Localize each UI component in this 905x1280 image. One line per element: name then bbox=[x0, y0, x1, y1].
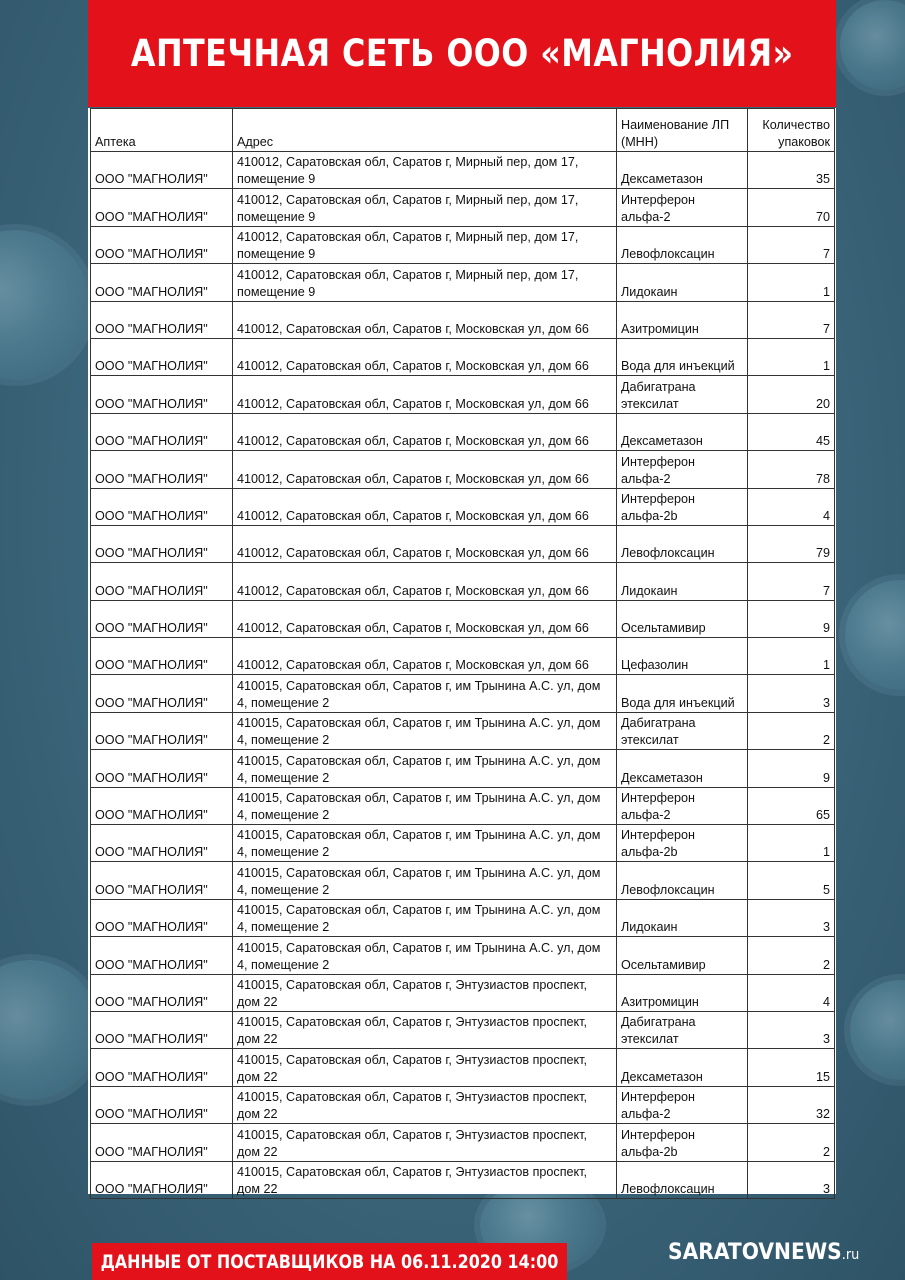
cell-quantity: 9 bbox=[748, 750, 835, 787]
cell-pharmacy: ООО "МАГНОЛИЯ" bbox=[91, 376, 233, 413]
cell-quantity: 3 bbox=[748, 899, 835, 936]
logo-main: SARATOVNEWS bbox=[668, 1240, 842, 1265]
cell-pharmacy: ООО "МАГНОЛИЯ" bbox=[91, 189, 233, 226]
cell-address: 410015, Саратовская обл, Саратов г, Энтузиастов проспект, дом 22 bbox=[233, 1049, 617, 1086]
cell-drug-name: Интерферон альфа-2 bbox=[617, 189, 748, 226]
cell-drug-name: Лидокаин bbox=[617, 264, 748, 301]
cell-quantity: 1 bbox=[748, 264, 835, 301]
cell-quantity: 2 bbox=[748, 1124, 835, 1161]
cell-quantity: 7 bbox=[748, 563, 835, 600]
cell-address: 410012, Саратовская обл, Саратов г, Московская ул, дом 66 bbox=[233, 338, 617, 375]
data-table-container bbox=[88, 108, 836, 1194]
logo-suffix: .ru bbox=[841, 1247, 860, 1263]
cell-address: 410012, Саратовская обл, Саратов г, Московская ул, дом 66 bbox=[233, 451, 617, 488]
cell-pharmacy: ООО "МАГНОЛИЯ" bbox=[91, 974, 233, 1011]
cell-pharmacy: ООО "МАГНОЛИЯ" bbox=[91, 264, 233, 301]
cell-pharmacy: ООО "МАГНОЛИЯ" bbox=[91, 675, 233, 712]
cell-quantity: 4 bbox=[748, 488, 835, 525]
cell-address: 410015, Саратовская обл, Саратов г, им Трынина А.С. ул, дом 4, помещение 2 bbox=[233, 675, 617, 712]
cell-address: 410012, Саратовская обл, Саратов г, Московская ул, дом 66 bbox=[233, 376, 617, 413]
table-row bbox=[91, 376, 835, 413]
cell-quantity: 65 bbox=[748, 787, 835, 824]
table-row bbox=[91, 600, 835, 637]
cell-drug-name: Осельтамивир bbox=[617, 937, 748, 974]
column-header-address: Адрес bbox=[233, 109, 617, 152]
cell-quantity: 5 bbox=[748, 862, 835, 899]
cell-address: 410012, Саратовская обл, Саратов г, Мирный пер, дом 17, помещение 9 bbox=[233, 189, 617, 226]
cell-drug-name: Вода для инъекций bbox=[617, 675, 748, 712]
background-virus-illustration bbox=[850, 980, 905, 1080]
cell-drug-name: Дабигатрана этексилат bbox=[617, 1011, 748, 1048]
cell-address: 410015, Саратовская обл, Саратов г, им Трынина А.С. ул, дом 4, помещение 2 bbox=[233, 825, 617, 862]
cell-pharmacy: ООО "МАГНОЛИЯ" bbox=[91, 488, 233, 525]
cell-quantity: 4 bbox=[748, 974, 835, 1011]
cell-drug-name: Лидокаин bbox=[617, 899, 748, 936]
column-header-pharmacy: Аптека bbox=[91, 109, 233, 152]
cell-quantity: 35 bbox=[748, 152, 835, 189]
cell-drug-name: Азитромицин bbox=[617, 301, 748, 338]
cell-quantity: 45 bbox=[748, 413, 835, 450]
table-row bbox=[91, 937, 835, 974]
cell-pharmacy: ООО "МАГНОЛИЯ" bbox=[91, 787, 233, 824]
column-header-quantity: Количество упаковок bbox=[748, 109, 835, 152]
cell-pharmacy: ООО "МАГНОЛИЯ" bbox=[91, 338, 233, 375]
cell-quantity: 70 bbox=[748, 189, 835, 226]
table-row bbox=[91, 974, 835, 1011]
table-row bbox=[91, 338, 835, 375]
cell-drug-name: Интерферон альфа-2b bbox=[617, 825, 748, 862]
cell-drug-name: Вода для инъекций bbox=[617, 338, 748, 375]
cell-quantity: 7 bbox=[748, 301, 835, 338]
table-header-row bbox=[91, 109, 835, 152]
cell-address: 410015, Саратовская обл, Саратов г, им Трынина А.С. ул, дом 4, помещение 2 bbox=[233, 787, 617, 824]
background-virus-illustration bbox=[0, 230, 90, 380]
cell-quantity: 3 bbox=[748, 1011, 835, 1048]
cell-address: 410012, Саратовская обл, Саратов г, Московская ул, дом 66 bbox=[233, 301, 617, 338]
table-body bbox=[91, 152, 835, 1199]
data-date-note: ДАННЫЕ ОТ ПОСТАВЩИКОВ НА 06.11.2020 14:00 bbox=[100, 1250, 559, 1273]
page-title: АПТЕЧНАЯ СЕТЬ ООО «МАГНОЛИЯ» bbox=[130, 32, 794, 75]
cell-quantity: 1 bbox=[748, 638, 835, 675]
cell-address: 410015, Саратовская обл, Саратов г, Энтузиастов проспект, дом 22 bbox=[233, 974, 617, 1011]
cell-quantity: 32 bbox=[748, 1086, 835, 1123]
table-row bbox=[91, 825, 835, 862]
cell-drug-name: Интерферон альфа-2b bbox=[617, 488, 748, 525]
cell-drug-name: Интерферон альфа-2 bbox=[617, 787, 748, 824]
page-header bbox=[88, 0, 836, 107]
cell-address: 410015, Саратовская обл, Саратов г, Энтузиастов проспект, дом 22 bbox=[233, 1086, 617, 1123]
cell-pharmacy: ООО "МАГНОЛИЯ" bbox=[91, 1086, 233, 1123]
cell-pharmacy: ООО "МАГНОЛИЯ" bbox=[91, 301, 233, 338]
cell-pharmacy: ООО "МАГНОЛИЯ" bbox=[91, 1161, 233, 1198]
cell-pharmacy: ООО "МАГНОЛИЯ" bbox=[91, 226, 233, 263]
pharmacy-stock-table bbox=[90, 108, 835, 1199]
table-row bbox=[91, 1161, 835, 1198]
table-row bbox=[91, 750, 835, 787]
cell-pharmacy: ООО "МАГНОЛИЯ" bbox=[91, 825, 233, 862]
table-row bbox=[91, 451, 835, 488]
cell-pharmacy: ООО "МАГНОЛИЯ" bbox=[91, 451, 233, 488]
cell-address: 410015, Саратовская обл, Саратов г, Энтузиастов проспект, дом 22 bbox=[233, 1161, 617, 1198]
cell-drug-name: Левофлоксацин bbox=[617, 226, 748, 263]
cell-address: 410015, Саратовская обл, Саратов г, им Трынина А.С. ул, дом 4, помещение 2 bbox=[233, 899, 617, 936]
cell-pharmacy: ООО "МАГНОЛИЯ" bbox=[91, 937, 233, 974]
footer-banner bbox=[92, 1243, 567, 1280]
cell-drug-name: Интерферон альфа-2 bbox=[617, 1086, 748, 1123]
table-row bbox=[91, 638, 835, 675]
cell-quantity: 20 bbox=[748, 376, 835, 413]
background-virus-illustration bbox=[845, 580, 905, 690]
cell-address: 410012, Саратовская обл, Саратов г, Московская ул, дом 66 bbox=[233, 413, 617, 450]
table-row bbox=[91, 899, 835, 936]
table-row bbox=[91, 1011, 835, 1048]
cell-quantity: 7 bbox=[748, 226, 835, 263]
column-header-drug-name: Наименование ЛП (МНН) bbox=[617, 109, 748, 152]
cell-pharmacy: ООО "МАГНОЛИЯ" bbox=[91, 563, 233, 600]
cell-address: 410015, Саратовская обл, Саратов г, Энтузиастов проспект, дом 22 bbox=[233, 1011, 617, 1048]
cell-pharmacy: ООО "МАГНОЛИЯ" bbox=[91, 1049, 233, 1086]
cell-drug-name: Осельтамивир bbox=[617, 600, 748, 637]
cell-quantity: 1 bbox=[748, 338, 835, 375]
table-row bbox=[91, 1124, 835, 1161]
cell-quantity: 3 bbox=[748, 1161, 835, 1198]
cell-address: 410012, Саратовская обл, Саратов г, Московская ул, дом 66 bbox=[233, 638, 617, 675]
table-row bbox=[91, 413, 835, 450]
cell-pharmacy: ООО "МАГНОЛИЯ" bbox=[91, 899, 233, 936]
cell-address: 410015, Саратовская обл, Саратов г, Энтузиастов проспект, дом 22 bbox=[233, 1124, 617, 1161]
table-row bbox=[91, 301, 835, 338]
cell-pharmacy: ООО "МАГНОЛИЯ" bbox=[91, 152, 233, 189]
table-row bbox=[91, 1049, 835, 1086]
cell-drug-name: Дексаметазон bbox=[617, 413, 748, 450]
cell-drug-name: Цефазолин bbox=[617, 638, 748, 675]
cell-drug-name: Интерферон альфа-2b bbox=[617, 1124, 748, 1161]
cell-quantity: 2 bbox=[748, 937, 835, 974]
cell-drug-name: Интерферон альфа-2 bbox=[617, 451, 748, 488]
cell-pharmacy: ООО "МАГНОЛИЯ" bbox=[91, 712, 233, 749]
table-row bbox=[91, 525, 835, 562]
cell-drug-name: Дексаметазон bbox=[617, 750, 748, 787]
cell-address: 410015, Саратовская обл, Саратов г, им Трынина А.С. ул, дом 4, помещение 2 bbox=[233, 750, 617, 787]
cell-quantity: 2 bbox=[748, 712, 835, 749]
cell-pharmacy: ООО "МАГНОЛИЯ" bbox=[91, 750, 233, 787]
source-logo bbox=[668, 1240, 859, 1265]
table-row bbox=[91, 787, 835, 824]
cell-pharmacy: ООО "МАГНОЛИЯ" bbox=[91, 1124, 233, 1161]
cell-address: 410015, Саратовская обл, Саратов г, им Трынина А.С. ул, дом 4, помещение 2 bbox=[233, 712, 617, 749]
cell-address: 410012, Саратовская обл, Саратов г, Мирный пер, дом 17, помещение 9 bbox=[233, 152, 617, 189]
table-row bbox=[91, 189, 835, 226]
table-row bbox=[91, 264, 835, 301]
cell-pharmacy: ООО "МАГНОЛИЯ" bbox=[91, 600, 233, 637]
table-row bbox=[91, 488, 835, 525]
cell-drug-name: Дабигатрана этексилат bbox=[617, 712, 748, 749]
cell-drug-name: Дабигатрана этексилат bbox=[617, 376, 748, 413]
cell-quantity: 15 bbox=[748, 1049, 835, 1086]
cell-address: 410012, Саратовская обл, Саратов г, Московская ул, дом 66 bbox=[233, 525, 617, 562]
cell-pharmacy: ООО "МАГНОЛИЯ" bbox=[91, 1011, 233, 1048]
background-virus-illustration bbox=[0, 960, 100, 1100]
cell-pharmacy: ООО "МАГНОЛИЯ" bbox=[91, 862, 233, 899]
cell-drug-name: Левофлоксацин bbox=[617, 862, 748, 899]
table-row bbox=[91, 712, 835, 749]
cell-drug-name: Азитромицин bbox=[617, 974, 748, 1011]
cell-quantity: 79 bbox=[748, 525, 835, 562]
cell-address: 410012, Саратовская обл, Саратов г, Мирный пер, дом 17, помещение 9 bbox=[233, 226, 617, 263]
cell-quantity: 78 bbox=[748, 451, 835, 488]
table-row bbox=[91, 152, 835, 189]
cell-drug-name: Левофлоксацин bbox=[617, 525, 748, 562]
cell-address: 410015, Саратовская обл, Саратов г, им Трынина А.С. ул, дом 4, помещение 2 bbox=[233, 937, 617, 974]
cell-address: 410012, Саратовская обл, Саратов г, Мирный пер, дом 17, помещение 9 bbox=[233, 264, 617, 301]
cell-drug-name: Левофлоксацин bbox=[617, 1161, 748, 1198]
cell-address: 410012, Саратовская обл, Саратов г, Московская ул, дом 66 bbox=[233, 488, 617, 525]
table-row bbox=[91, 563, 835, 600]
table-row bbox=[91, 226, 835, 263]
cell-pharmacy: ООО "МАГНОЛИЯ" bbox=[91, 413, 233, 450]
background-virus-illustration bbox=[840, 0, 905, 90]
table-row bbox=[91, 1086, 835, 1123]
cell-pharmacy: ООО "МАГНОЛИЯ" bbox=[91, 638, 233, 675]
table-row bbox=[91, 862, 835, 899]
cell-drug-name: Дексаметазон bbox=[617, 1049, 748, 1086]
cell-address: 410012, Саратовская обл, Саратов г, Московская ул, дом 66 bbox=[233, 563, 617, 600]
cell-quantity: 1 bbox=[748, 825, 835, 862]
cell-address: 410015, Саратовская обл, Саратов г, им Трынина А.С. ул, дом 4, помещение 2 bbox=[233, 862, 617, 899]
cell-quantity: 9 bbox=[748, 600, 835, 637]
cell-address: 410012, Саратовская обл, Саратов г, Московская ул, дом 66 bbox=[233, 600, 617, 637]
cell-quantity: 3 bbox=[748, 675, 835, 712]
table-row bbox=[91, 675, 835, 712]
cell-pharmacy: ООО "МАГНОЛИЯ" bbox=[91, 525, 233, 562]
cell-drug-name: Дексаметазон bbox=[617, 152, 748, 189]
cell-drug-name: Лидокаин bbox=[617, 563, 748, 600]
